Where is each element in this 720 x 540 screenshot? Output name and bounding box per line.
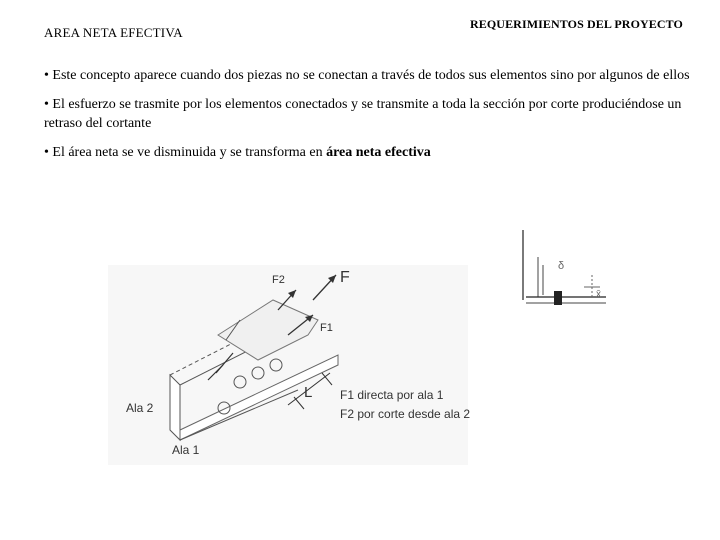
bullet-item [44,66,694,85]
bullet-marker: • [44,68,49,83]
section-header: REQUERIMIENTOS DEL PROYECTO [470,17,683,31]
force-f1-label: F1 [320,322,333,334]
bullet-emphasis: área neta efectiva [326,145,431,160]
ala1-label: Ala 1 [172,443,200,457]
bullet-marker: • [44,97,49,112]
figure-background [108,265,471,465]
detail-bolt [554,291,562,305]
bullet-text: El esfuerzo se trasmite por los elementos conectados y se transmite a toda la sección por corte produciéndose un retraso del cortante [44,97,682,131]
eccentricity-xbar-label: x̄ [596,289,601,300]
bullet-list [44,66,694,172]
bullet-text: El área neta se ve disminuida y se transforma en [52,145,327,160]
bullet-text: Este concepto aparece cuando dos piezas no se conectan a través de todos sus elementos sino por algunos de ellos [52,68,690,83]
eccentricity-label: δ [558,260,565,272]
bullet-item [44,143,694,162]
force-f2-label: F2 [272,274,285,286]
eccentricity-detail [523,230,606,305]
bullet-marker: • [44,145,49,160]
length-label: L [304,384,313,401]
page-title: AREA NETA EFECTIVA [44,25,183,40]
force-f-label: F [340,269,350,286]
shear-lag-figure [108,225,620,470]
ala2-label: Ala 2 [126,401,154,415]
ala2-leg-shape [170,375,180,440]
angle-connection-diagram [108,225,620,465]
bullet-item [44,95,694,133]
legend-f1: F1 directa por ala 1 [340,388,444,402]
legend-f2: F2 por corte desde ala 2 [340,407,471,421]
